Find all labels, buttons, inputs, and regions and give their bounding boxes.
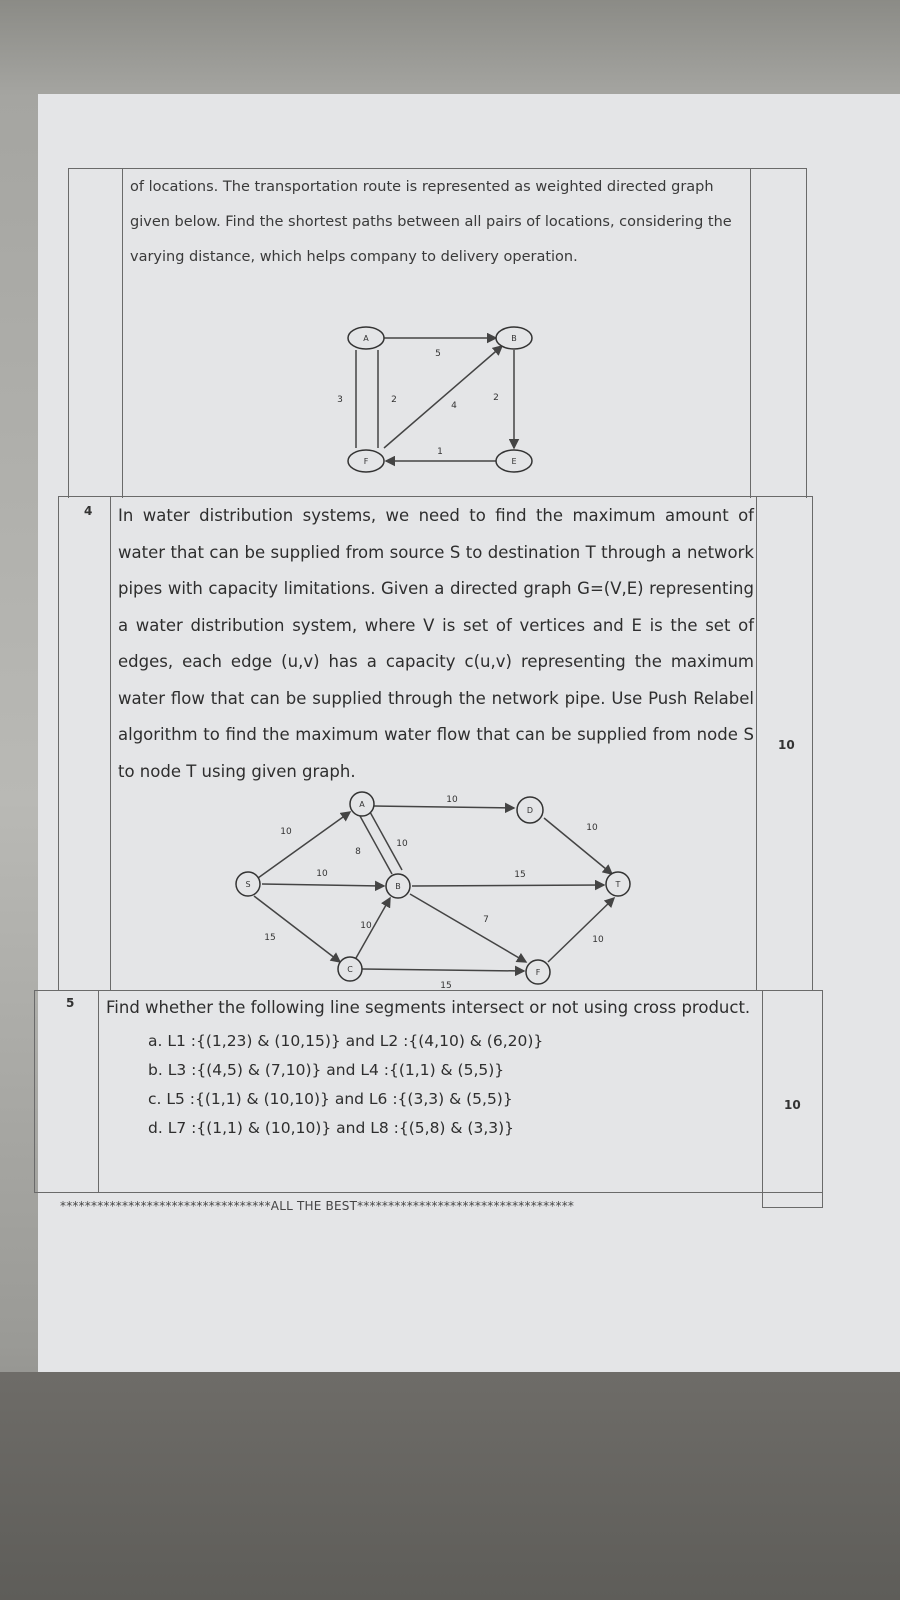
node-label-S: S: [245, 880, 251, 889]
table-col-divider-2c: [762, 990, 763, 1208]
footer-all-the-best: **********************************ALL THE BEST***********************************: [60, 1199, 575, 1213]
flow-network-graph: [220, 786, 640, 996]
table-border-left-q5: [34, 990, 35, 1193]
node-label-E: E: [511, 457, 517, 466]
table-border-right: [806, 168, 807, 498]
node-label-F: F: [363, 457, 369, 466]
question-5-list: [148, 1027, 756, 1143]
node-label-C: C: [347, 965, 353, 974]
table-col-divider-2: [750, 168, 751, 498]
edge-A-B-1: [360, 816, 392, 874]
edge-capacity: 15: [264, 933, 276, 943]
table-col-divider-1: [122, 168, 123, 498]
edge-capacity: 10: [360, 921, 372, 931]
node-label-B: B: [395, 882, 401, 891]
list-item: a. L1 :{(1,23) & (10,15)} and L2 :{(4,10) & (6,20)}: [148, 1032, 544, 1050]
table-border-bottom-b: [762, 1207, 822, 1208]
node-label-F: F: [535, 968, 541, 977]
table-border-bottom: [34, 1192, 822, 1193]
table-border-left-q4: [58, 496, 59, 990]
question-4-marks: 10: [778, 738, 795, 752]
edge-weight: 1: [437, 447, 443, 457]
list-item: d. L7 :{(1,1) & (10,10)} and L8 :{(5,8) & (3,3)}: [148, 1119, 515, 1137]
edge-capacity: 15: [440, 981, 452, 991]
edge-capacity: 10: [586, 823, 598, 833]
edge-weight: 3: [337, 395, 343, 405]
edge-C-F: [362, 969, 524, 971]
edge-weight: 2: [391, 395, 397, 405]
edge-A-D: [374, 806, 514, 808]
question-5-text: Find whether the following line segments intersect or not using cross product.: [106, 998, 751, 1017]
table-border-top: [68, 168, 806, 169]
edge-capacity: 10: [396, 839, 408, 849]
question-5-block: [106, 995, 756, 1143]
edge-capacity: 10: [446, 795, 458, 805]
table-border-left: [68, 168, 69, 498]
question-4-text: In water distribution systems, we need to find the maximum amount of water that can be supplied from source S to destination T through a network pipes with capacity limitations. Given a directed graph G=(V,E) representing a water distribution system, where V is set of vertices and E is the set of edges, each edge (u,v) has a capacity c(u,v) representing the maximum water flow that can be supplied through the network pipe. Use Push Relabel algorithm to find the maximum water flow that can be supplied from node S to node T using given graph.: [118, 506, 754, 781]
edge-capacity: 8: [355, 847, 361, 857]
edge-capacity: 7: [483, 915, 489, 925]
edge-B-F: [410, 894, 526, 962]
edge-S-A: [258, 812, 350, 878]
node-label-B: B: [511, 334, 517, 343]
list-item: b. L3 :{(4,5) & (7,10)} and L4 :{(1,1) & (5,5)}: [148, 1061, 505, 1079]
list-item: c. L5 :{(1,1) & (10,10)} and L6 :{(3,3) & (5,5)}: [148, 1090, 513, 1108]
edge-capacity: 15: [514, 870, 526, 880]
table-col-divider-1b: [110, 496, 111, 990]
question-3-text: of locations. The transportation route is represented as weighted directed graph given below. Find the shortest paths between all pairs of locations, considering the varying distance, which helps company to delivery operation.: [130, 179, 732, 265]
edge-B-T: [412, 885, 604, 886]
edge-D-T: [544, 818, 612, 874]
edge-capacity: 10: [316, 869, 328, 879]
question-5-marks: 10: [784, 1098, 801, 1112]
edge-F-B: [384, 346, 502, 448]
edge-capacity: 10: [592, 935, 604, 945]
node-label-D: D: [526, 806, 534, 815]
row-divider-q3-q4: [58, 496, 812, 497]
edge-capacity: 10: [280, 827, 292, 837]
question-5-number: 5: [66, 996, 75, 1010]
shortest-path-graph: [320, 320, 550, 480]
edge-S-B: [262, 884, 384, 886]
node-label-T: T: [615, 880, 621, 889]
edge-weight: 2: [493, 393, 499, 403]
edge-weight: 4: [451, 401, 457, 411]
node-label-A: A: [359, 800, 365, 809]
edge-S-C: [254, 896, 340, 962]
table-surface: [0, 1372, 900, 1600]
table-border-right-b: [812, 496, 813, 990]
edge-F-T: [548, 898, 614, 962]
table-border-right-c: [822, 990, 823, 1208]
table-col-divider-2b: [756, 496, 757, 990]
table-col-divider-1c: [98, 990, 99, 1193]
edge-weight: 5: [435, 349, 441, 359]
node-label-A: A: [363, 334, 369, 343]
question-4-number: 4: [84, 504, 93, 518]
